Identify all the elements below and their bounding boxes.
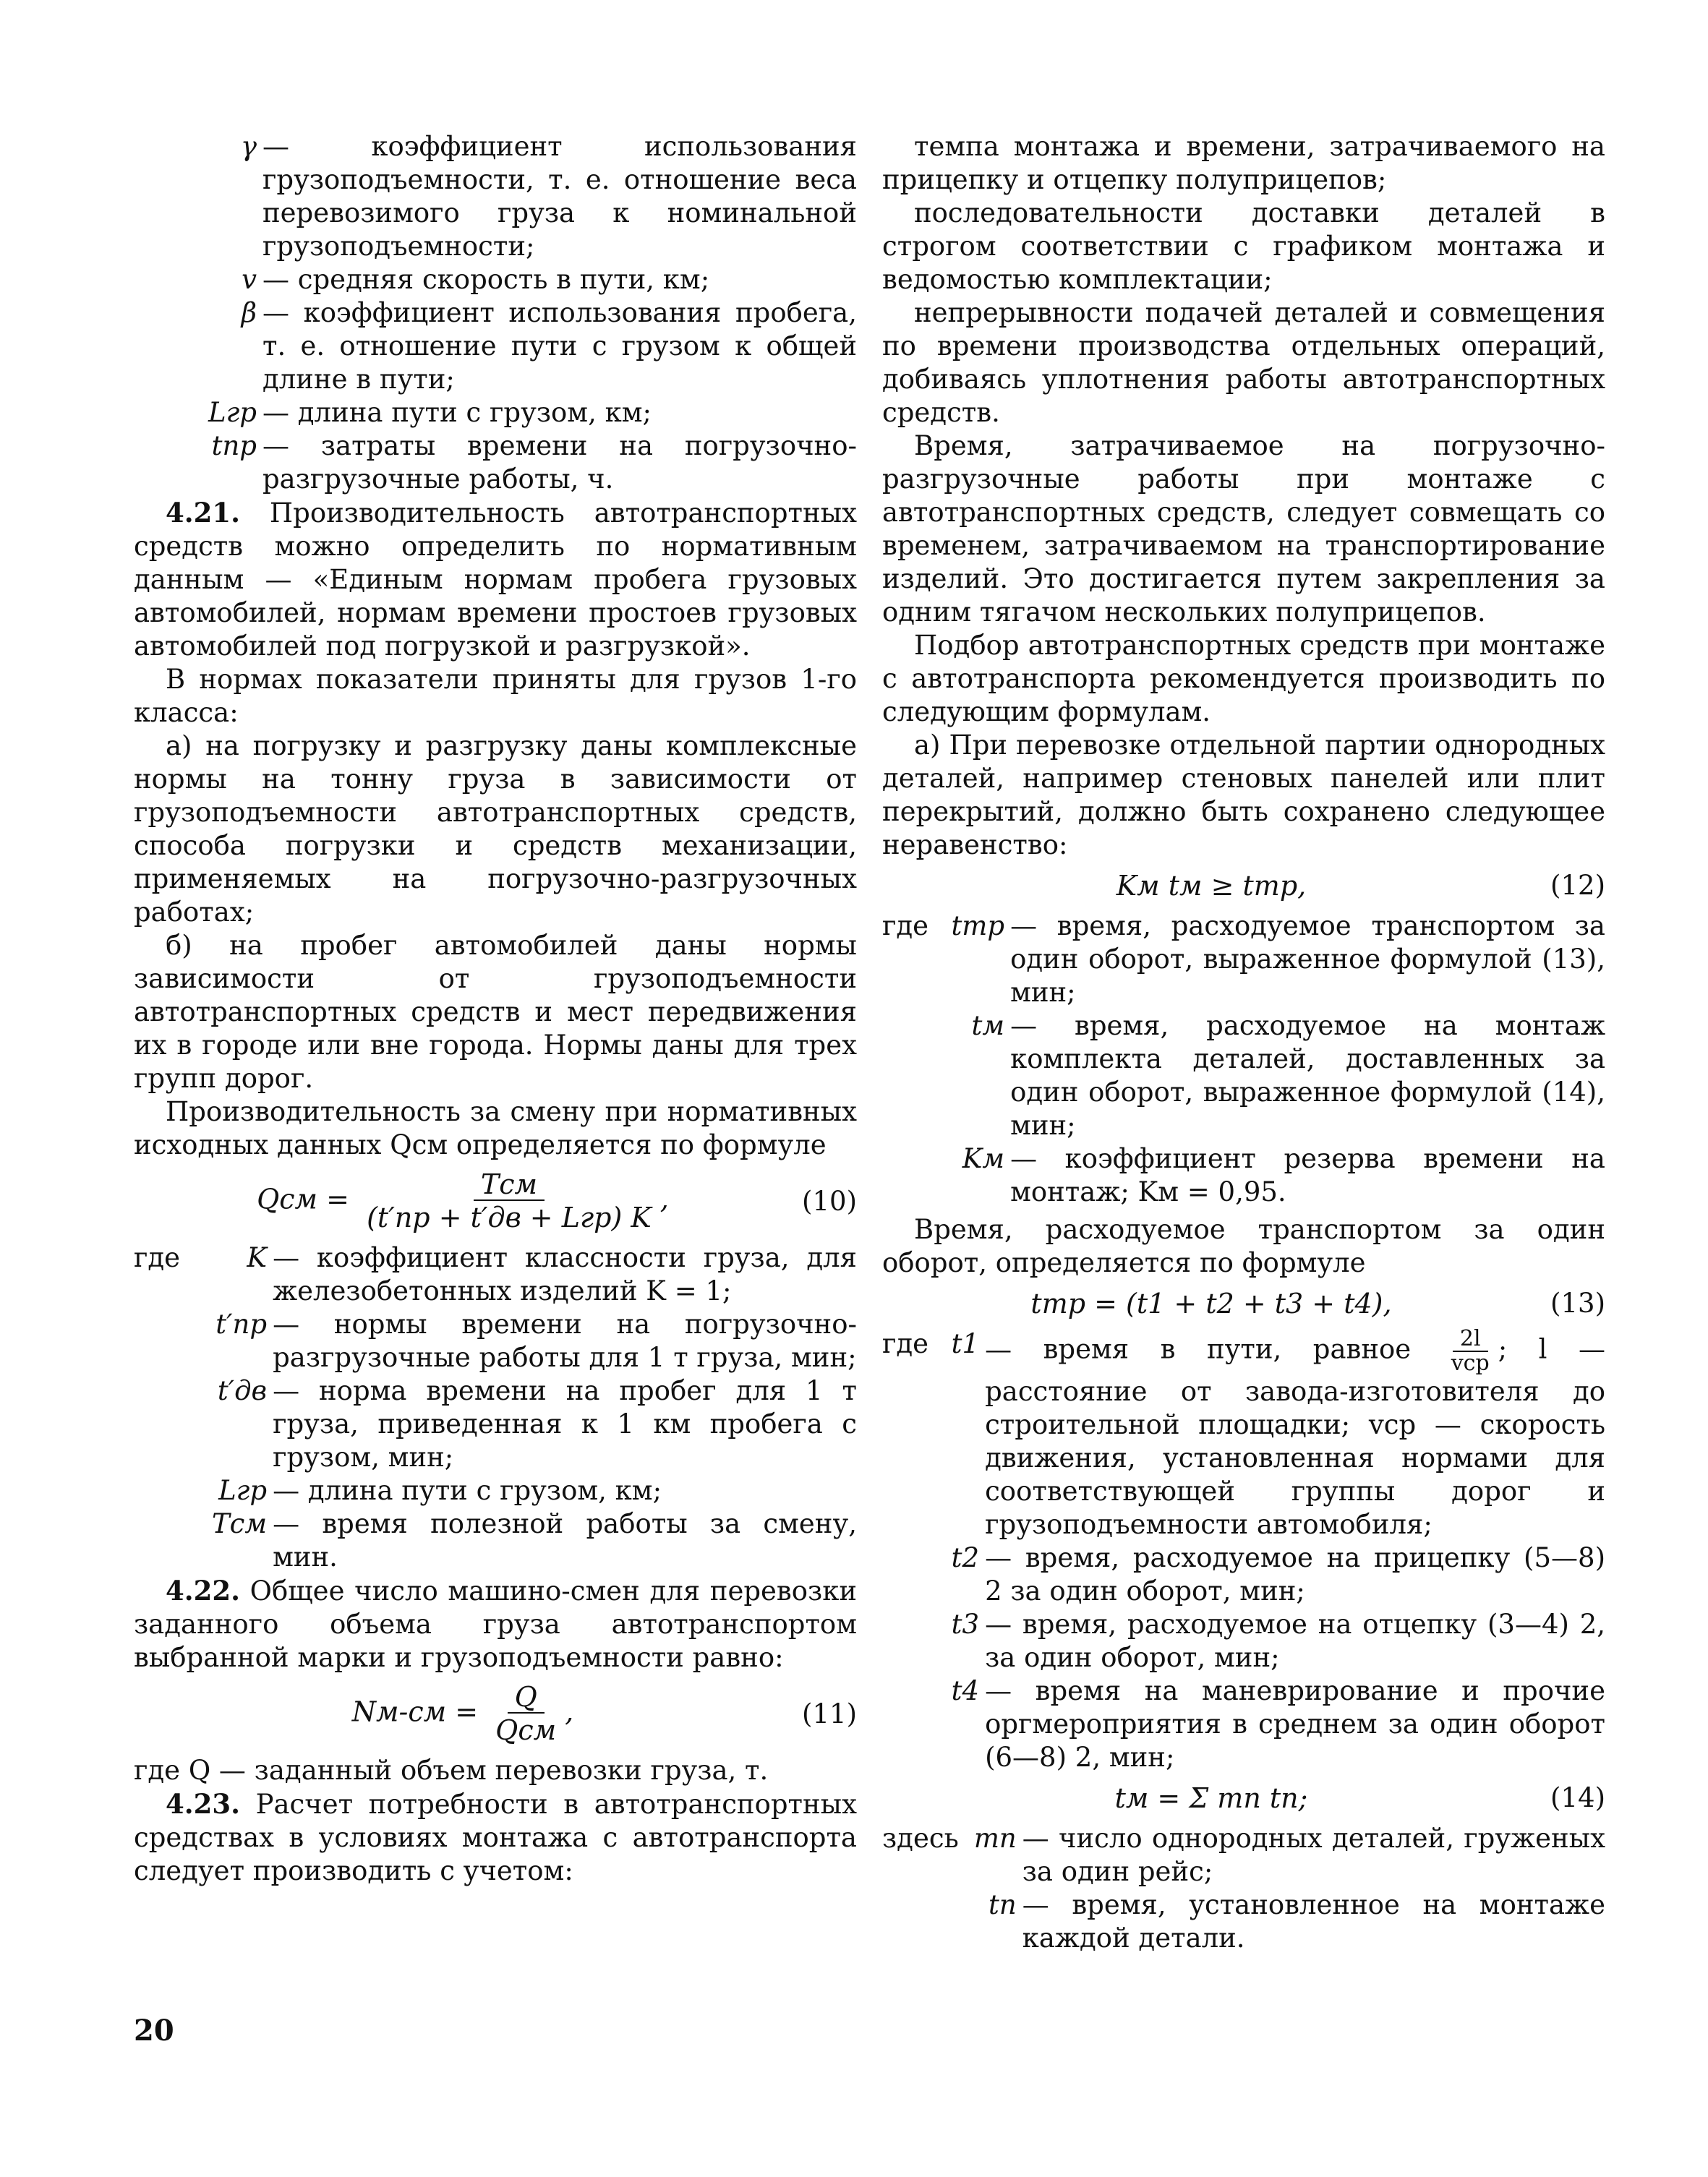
definitions-list-12 [936, 910, 1605, 1209]
paragraph-selection: Подбор автотранспортных средств при монтаже с автотранспорта рекомендуется производить по следующим формулам. [882, 630, 1605, 727]
formula-11-denominator: Qсм [495, 1714, 557, 1746]
formula-11-where: где Q — заданный объем перевозки груза, т. [134, 1755, 769, 1786]
formula-10-fraction [362, 1169, 656, 1234]
formula-10-lhs: Qсм = [257, 1183, 349, 1215]
definition-item-t1: t1 — время в пути, равное $\frac{2l}{\text{vср}}$ ; l — расстояние от завода-изготовителя до строительной площадки; vср — скорость движения, установленная нормами для соответствующей группы дорог и грузоподъемности автомобиля; [936, 1327, 1605, 1541]
formula-10-numerator: Tсм [474, 1169, 545, 1201]
definitions-block-14 [882, 1822, 1605, 1955]
formula-14-expression: tм = Σ mn tn; [1114, 1782, 1308, 1814]
formula-13-number: (13) [1550, 1288, 1605, 1319]
definition-item: K — коэффициент классности груза, для железобетонных изделий K = 1; [187, 1241, 857, 1308]
where-label: где [134, 1242, 181, 1273]
formula-12-number: (12) [1550, 870, 1605, 901]
where-label: где [882, 1328, 929, 1359]
paragraph-a: а) на погрузку и разгрузку даны комплексные нормы на тонну груза в зависимости от грузоподъемности автотранспортных средств, способа погрузки и средств механизации, применяемых на погрузочно-разгрузочных работах; [134, 730, 857, 928]
definition-item: Kм — коэффициент резерва времени на монтаж; Kм = 0,95. [936, 1142, 1605, 1209]
definition-item: tn — время, установленное на монтаже каждой детали. [966, 1889, 1605, 1955]
definition-item: Lгр — длина пути с грузом, км; [187, 1474, 857, 1507]
paragraph-condition-1: темпа монтажа и времени, затрачиваемого на прицепку и отцепку полуприцепов; [882, 131, 1605, 195]
definition-item: t3 — время, расходуемое на отцепку (3—4) 2, за один оборот, мин; [936, 1608, 1605, 1675]
paragraph-condition-3: непрерывности подачей деталей и совмещения по времени производства отдельных операций, добиваясь уплотнения работы автотранспортных средств. [882, 297, 1605, 428]
formula-11: Nм-см = $\frac{Q}{\text{Qсм}}$ , (11) [351, 1681, 857, 1746]
paragraph-4-23: 4.23. Расчет потребности в автотранспортных средствах в условиях монтажа с автотранспорта следует производить с учетом: [134, 1788, 857, 1886]
right-column [882, 130, 1605, 1955]
paragraph-case-a: а) При перевозке отдельной партии однородных деталей, например стеновых панелей или плит перекрытий, должно быть сохранено следующее неравенство: [882, 730, 1605, 860]
paragraph-norms: В нормах показатели приняты для грузов 1-го класса: [134, 664, 857, 728]
paragraph-b: б) на пробег автомобилей даны нормы зависимости от грузоподъемности автотранспортных средств и мест передвижения их в городе или вне города. Нормы даны для трех групп дорог. [134, 930, 857, 1094]
paragraph-4-21: 4.21. Производительность автотранспортных средств можно определить по нормативным данным — «Единым нормам пробега грузовых автомобилей, нормам времени простоев грузовых автомобилей под погрузкой и разгрузкой». [134, 497, 858, 662]
paragraph-time: Время, затрачиваемое на погрузочно-разгрузочные работы при монтаже с автотранспортных средств, следует совмещать со временем, затрачиваемом на транспортирование изделий. Это достигается путем закрепления за одним тягачом нескольких полуприцепов. [882, 430, 1605, 628]
definitions-block-13 [882, 1327, 1605, 1774]
definitions-list-1 [134, 130, 857, 496]
definition-item: t′пр — нормы времени на погрузочно-разгрузочные работы для 1 т груза, мин; [187, 1308, 857, 1374]
formula-14-number: (14) [1550, 1782, 1605, 1813]
definition-item: v — средняя скорость в пути, км; [206, 263, 857, 296]
definition-item: mn — число однородных деталей, груженых за один рейс; [966, 1822, 1605, 1889]
definition-item: t4 — время на маневрирование и прочие оргмероприятия в среднем за один оборот (6—8) 2, мин; [936, 1675, 1605, 1774]
formula-11-numerator: Q [508, 1682, 545, 1714]
formula-13 [882, 1287, 1605, 1320]
formula-11-number: (11) [802, 1698, 857, 1729]
formula-10-denominator: (t′пр + t′дв + Lгр) K [367, 1202, 652, 1233]
definitions-block-12 [882, 910, 1605, 1209]
paragraph-condition-2: последовательности доставки деталей в строгом соответствии с графиком монтажа и ведомостью комплектации; [882, 197, 1605, 295]
definition-item: tм — время, расходуемое на монтаж комплекта деталей, доставленных за один оборот, выраженное формулой (14), мин; [936, 1009, 1605, 1142]
definition-item: Tсм — время полезной работы за смену, мин. [187, 1507, 857, 1574]
formula-10: Qсм = $\frac{\text{Tсм}}{\text{(t′пр + t′дв + Lгр) K}}$ , (10) [257, 1168, 857, 1233]
definitions-list-13 [936, 1327, 1605, 1774]
formula-11-lhs: Nм-см = [351, 1695, 479, 1728]
definitions-list-2 [187, 1241, 857, 1574]
definition-item: t′дв — норма времени на пробег для 1 т груза, приведенная к 1 км пробега с грузом, мин; [187, 1374, 857, 1474]
formula-10-number: (10) [802, 1186, 857, 1217]
definition-item: γ — коэффициент использования грузоподъемности, т. е. отношение веса перевозимого груза к номинальной грузоподъемности; [206, 130, 857, 263]
definition-item: tпр — затраты времени на погрузочно-разгрузочные работы, ч. [206, 429, 857, 496]
t1-fraction: $\frac{2l}{\text{vср}}$ [1451, 1326, 1490, 1376]
definition-item: Lгр — длина пути с грузом, км; [206, 396, 857, 429]
formula-13-expression: tтр = (t1 + t2 + t3 + t4), [1030, 1288, 1392, 1320]
formula-14 [882, 1782, 1605, 1815]
where-label: где [882, 910, 929, 941]
definitions-list-14 [966, 1822, 1605, 1955]
left-column [134, 130, 857, 1888]
formula-12-expression: Kм tм ≥ tтр, [1116, 870, 1307, 902]
definition-item: t2 — время, расходуемое на прицепку (5—8) 2 за один оборот, мин; [936, 1541, 1605, 1608]
formula-11-fraction [491, 1682, 560, 1747]
paragraph-productivity: Производительность за смену при нормативных исходных данных Qсм определяется по формуле [134, 1096, 857, 1160]
formula-12 [882, 869, 1605, 902]
page-number: 20 [134, 2014, 174, 2048]
definition-item: β — коэффициент использования пробега, т. е. отношение пути с грузом к общей длине в пути; [206, 296, 857, 396]
paragraph-4-22: 4.22. Общее число машино-смен для перевозки заданного объема груза автотранспортом выбранной марки и грузоподъемности равно: [134, 1575, 857, 1673]
definitions-block-2 [134, 1241, 857, 1574]
definition-item: tтр — время, расходуемое транспортом за один оборот, выраженное формулой (13), мин; [936, 910, 1605, 1009]
here-label: здесь [882, 1823, 959, 1854]
paragraph-transport-time: Время, расходуемое транспортом за один оборот, определяется по формуле [882, 1214, 1605, 1278]
